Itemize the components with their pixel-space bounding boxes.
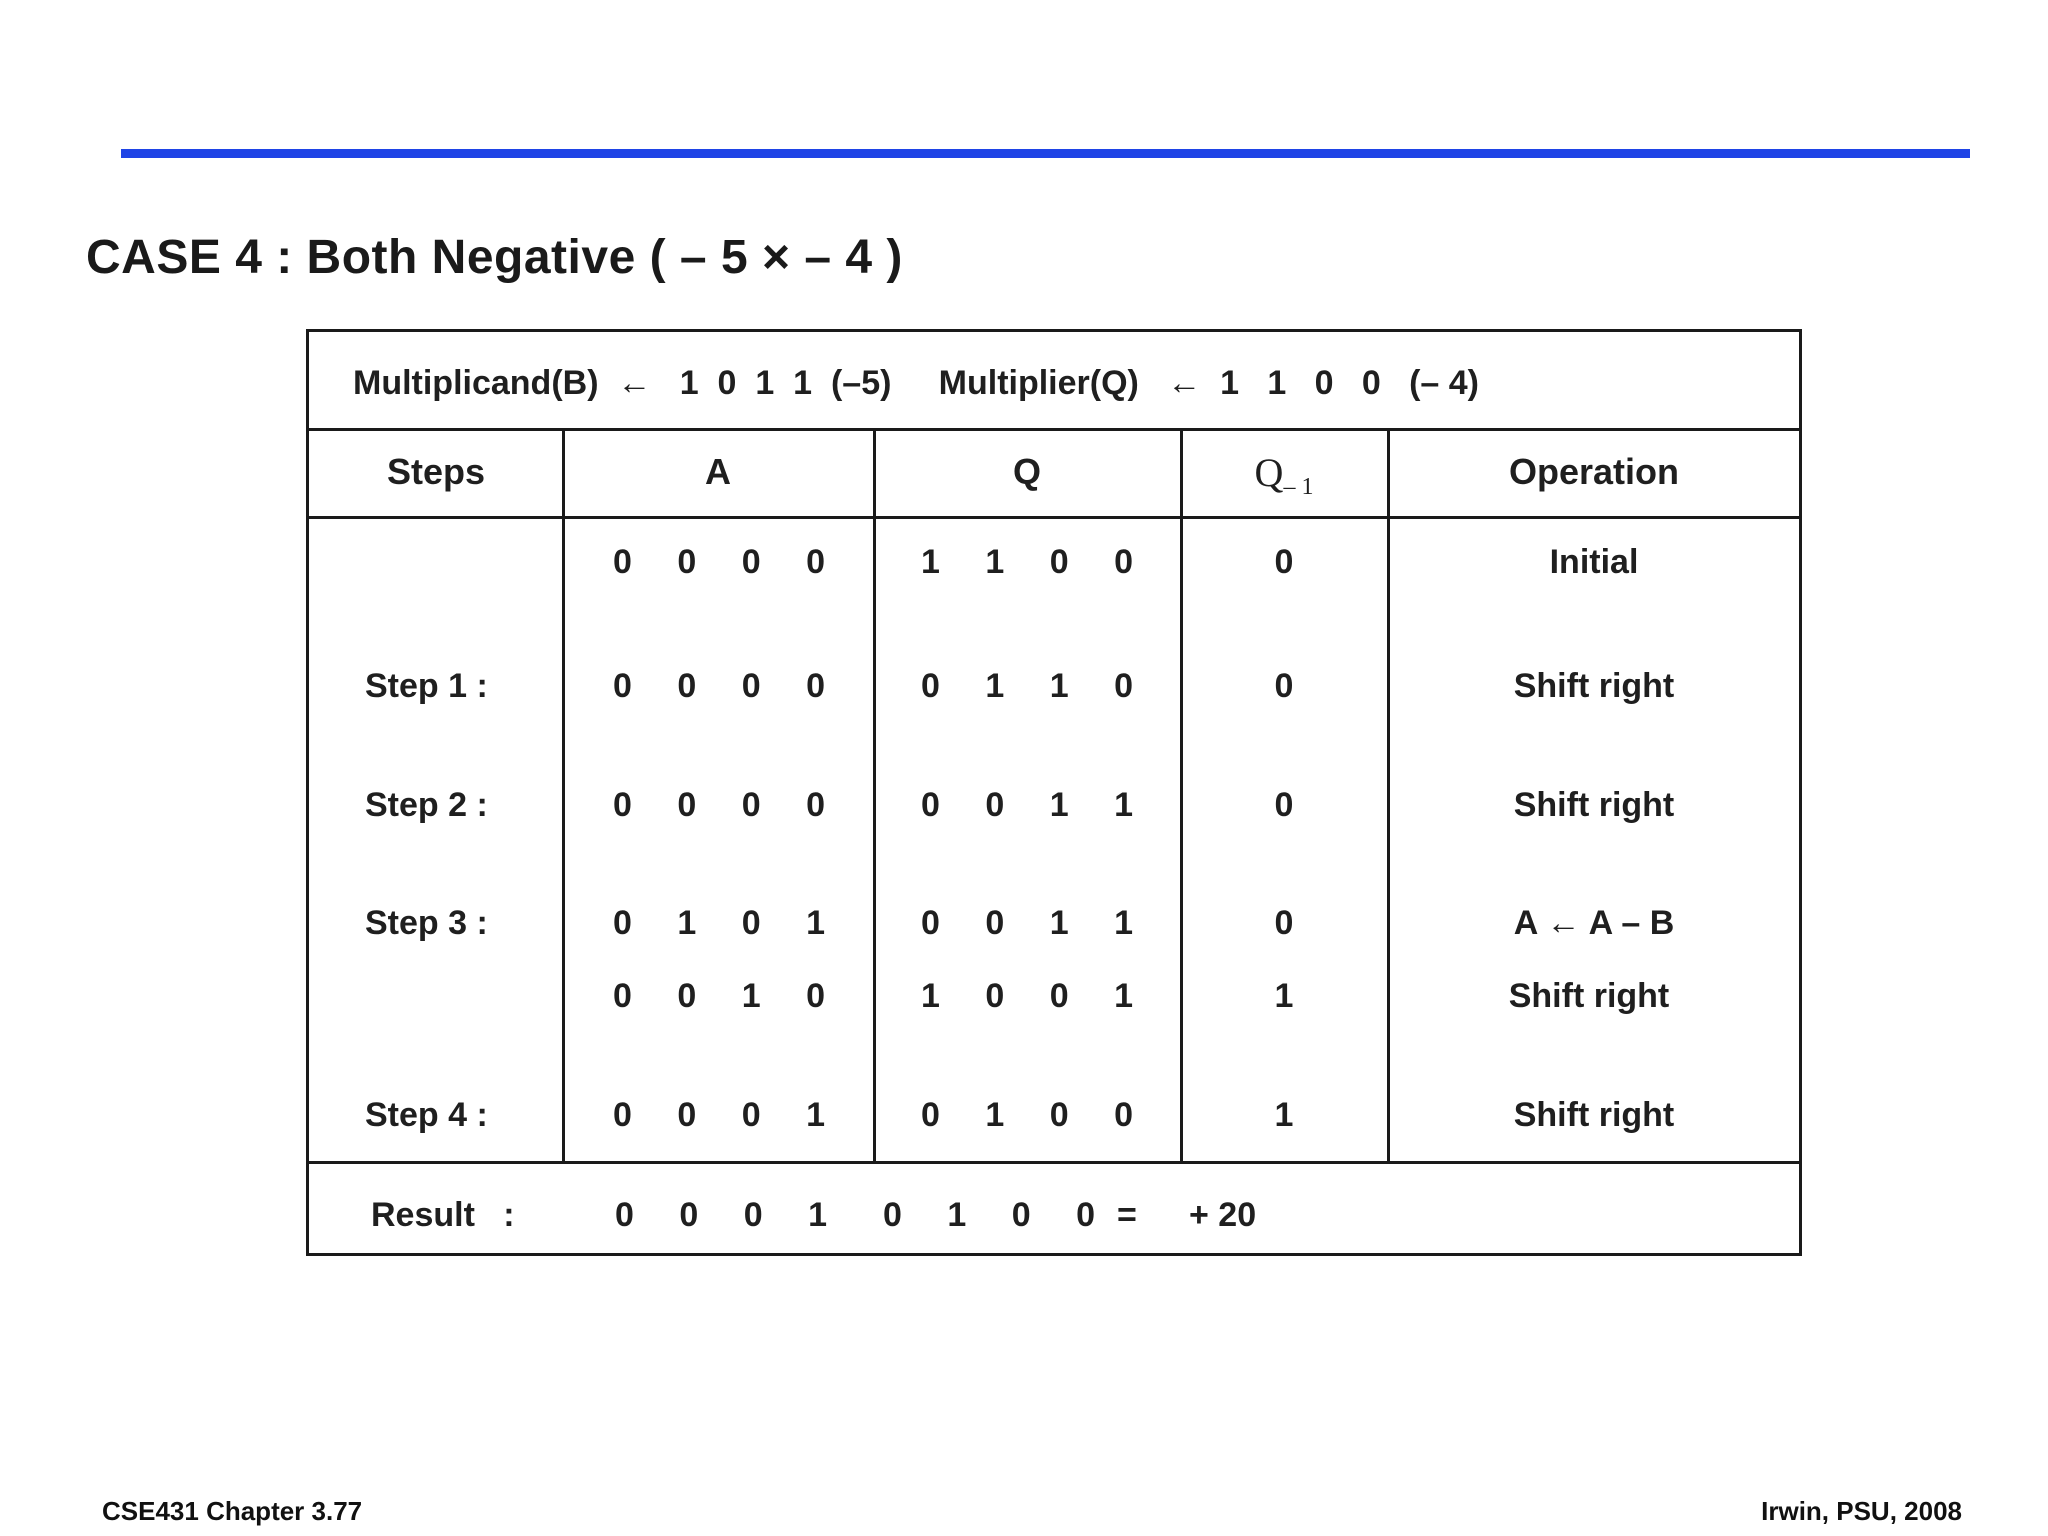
q-minus-1-value: 0 bbox=[1274, 786, 1294, 824]
result-a: 0 0 0 1 bbox=[615, 1196, 845, 1234]
operand-line: Multiplicand(B) ← 1 0 1 1 (–5) Multiplier(Q) ← 1 1 0 0 (– 4) bbox=[353, 364, 1479, 402]
a-value: 0 1 0 1 bbox=[613, 904, 843, 942]
result-q: 0 1 0 0 bbox=[883, 1196, 1113, 1234]
a-value: 0 0 0 0 bbox=[613, 786, 843, 824]
col-header-a: A bbox=[705, 451, 731, 492]
q-value: 1 0 0 1 bbox=[921, 977, 1151, 1015]
q-value: 0 0 1 1 bbox=[921, 904, 1151, 942]
operation-text: Shift right bbox=[1513, 786, 1675, 824]
operation-text: Shift right bbox=[1508, 977, 1670, 1015]
q-value: 1 1 0 0 bbox=[921, 543, 1151, 581]
q-minus-1-value: 1 bbox=[1274, 1096, 1294, 1134]
footer-course: CSE431 Chapter 3.77 bbox=[102, 1496, 363, 1526]
col-header-q: Q bbox=[1012, 451, 1042, 492]
col-header-steps: Steps bbox=[386, 451, 486, 492]
slide-title: CASE 4 : Both Negative ( – 5 × – 4 ) bbox=[86, 231, 903, 284]
q-minus-1-value: 0 bbox=[1274, 667, 1294, 705]
col-header-operation: Operation bbox=[1508, 451, 1680, 492]
q-symbol: Q bbox=[1254, 450, 1284, 495]
step-label: Step 2 : bbox=[365, 786, 488, 824]
booth-table bbox=[306, 329, 1802, 1256]
step-label: Step 3 : bbox=[365, 904, 488, 942]
q-minus-1-value: 0 bbox=[1274, 904, 1294, 942]
a-value: 0 0 0 0 bbox=[613, 543, 843, 581]
q-value: 0 1 0 0 bbox=[921, 1096, 1151, 1134]
a-value: 0 0 0 1 bbox=[613, 1096, 843, 1134]
operation-text: Shift right bbox=[1513, 1096, 1675, 1134]
result-label: Result : bbox=[371, 1196, 515, 1234]
col-header-q-minus-1 bbox=[1254, 449, 1314, 500]
q-minus-1-value: 1 bbox=[1274, 977, 1294, 1015]
column-header-divider bbox=[309, 516, 1799, 519]
a-value: 0 0 0 0 bbox=[613, 667, 843, 705]
q-minus-1-value: 0 bbox=[1274, 543, 1294, 581]
result-divider bbox=[309, 1161, 1799, 1164]
footer-credit: Irwin, PSU, 2008 bbox=[1761, 1496, 1962, 1526]
result-value: + 20 bbox=[1189, 1196, 1257, 1234]
col-divider-3 bbox=[1180, 428, 1183, 1164]
result-equals: = bbox=[1117, 1196, 1137, 1234]
col-divider-4 bbox=[1387, 428, 1390, 1164]
q-subscript: – 1 bbox=[1283, 474, 1314, 500]
a-value: 0 0 1 0 bbox=[613, 977, 843, 1015]
step-label: Step 4 : bbox=[365, 1096, 488, 1134]
title-rule bbox=[121, 149, 1970, 158]
step-label: Step 1 : bbox=[365, 667, 488, 705]
header-divider bbox=[309, 428, 1799, 431]
operation-text: Initial bbox=[1549, 543, 1639, 581]
q-value: 0 1 1 0 bbox=[921, 667, 1151, 705]
q-value: 0 0 1 1 bbox=[921, 786, 1151, 824]
col-divider-1 bbox=[562, 428, 565, 1164]
col-divider-2 bbox=[873, 428, 876, 1164]
operation-text: A ← A – B bbox=[1513, 904, 1675, 942]
operation-text: Shift right bbox=[1513, 667, 1675, 705]
